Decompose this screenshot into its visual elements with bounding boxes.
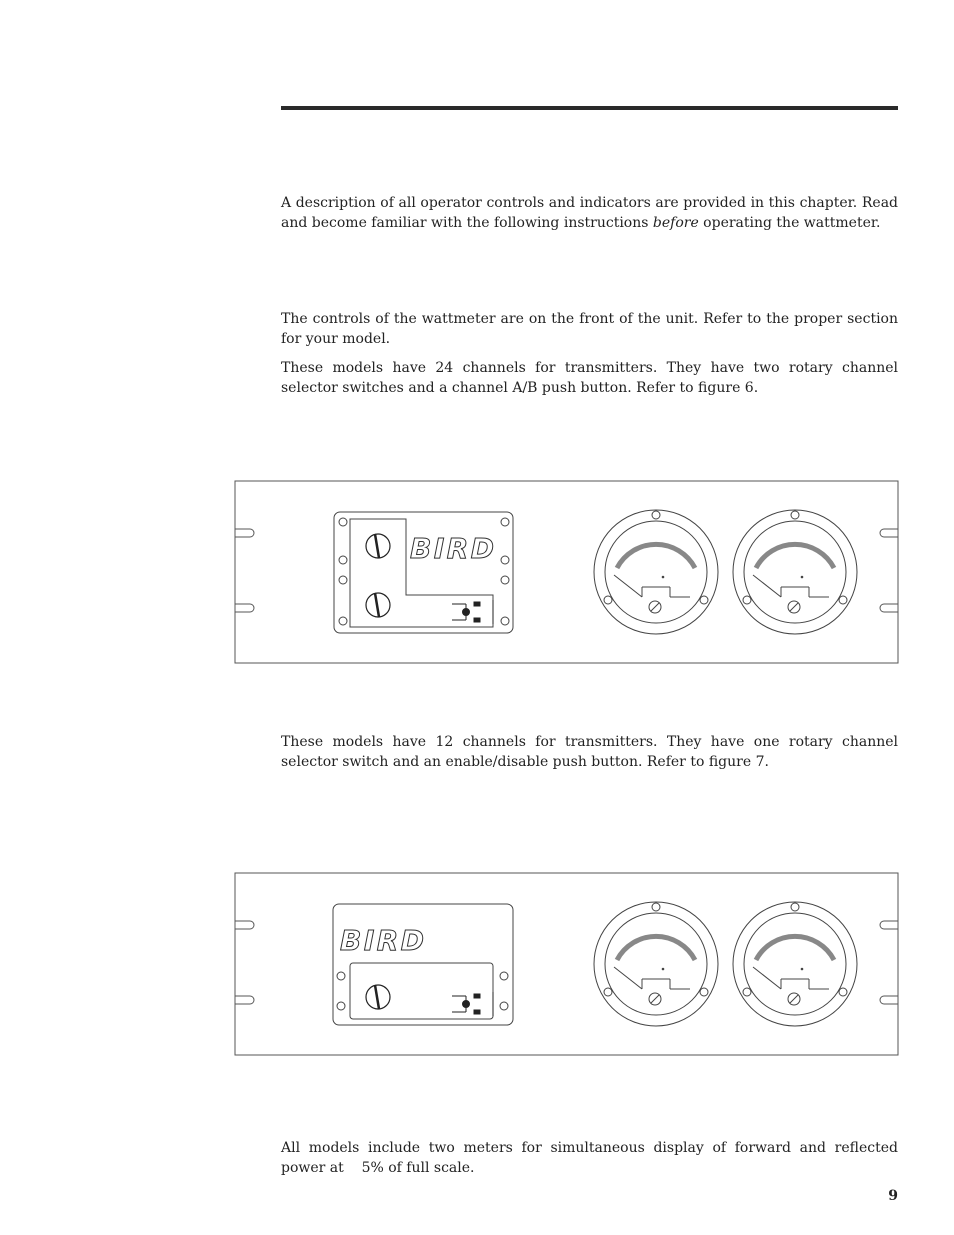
forward-power-meter bbox=[594, 510, 718, 634]
controls-paragraph: The controls of the wattmeter are on the front of the unit. Refer to the proper section for your model. bbox=[281, 311, 898, 347]
chapter-title-rule bbox=[281, 106, 898, 110]
intro-paragraph: A description of all operator controls and indicators are provided in this chapter. Read and become familiar with the following instructions before operating the wattmeter. bbox=[281, 195, 898, 231]
bird-logo: BIRD bbox=[340, 924, 424, 957]
figure-7-front-panel bbox=[234, 872, 900, 1058]
selector-plate bbox=[334, 512, 513, 633]
page-number: 9 bbox=[888, 1188, 898, 1204]
meters-paragraph: All models include two meters for simultaneous display of forward and reflected power at 5% of full scale. bbox=[281, 1140, 903, 1176]
selector-plate bbox=[333, 904, 513, 1025]
reflected-power-meter bbox=[733, 902, 857, 1026]
rotary-selector-switch bbox=[366, 985, 390, 1009]
12-channel-paragraph: These models have 12 channels for transmitters. They have one rotary channel selector switch and an enable/disable push button. Refer to figure 7. bbox=[281, 734, 898, 770]
forward-power-meter bbox=[594, 902, 718, 1026]
bird-logo: BIRD bbox=[410, 532, 494, 565]
figure-6-front-panel bbox=[234, 480, 900, 666]
reflected-power-meter bbox=[733, 510, 857, 634]
emphasis-before: before bbox=[652, 214, 699, 231]
rotary-selector-switch-upper bbox=[366, 534, 390, 558]
rack-mount-slots bbox=[235, 921, 898, 1004]
enable-disable-push-button bbox=[452, 992, 493, 1016]
rack-panel-outline bbox=[235, 873, 898, 1055]
24-channel-paragraph: These models have 24 channels for transmitters. They have two rotary channel selector switches and a channel A/B push button. Refer to figure 6. bbox=[281, 360, 898, 396]
channel-ab-push-button bbox=[452, 600, 493, 624]
rotary-selector-switch-lower bbox=[366, 593, 390, 617]
